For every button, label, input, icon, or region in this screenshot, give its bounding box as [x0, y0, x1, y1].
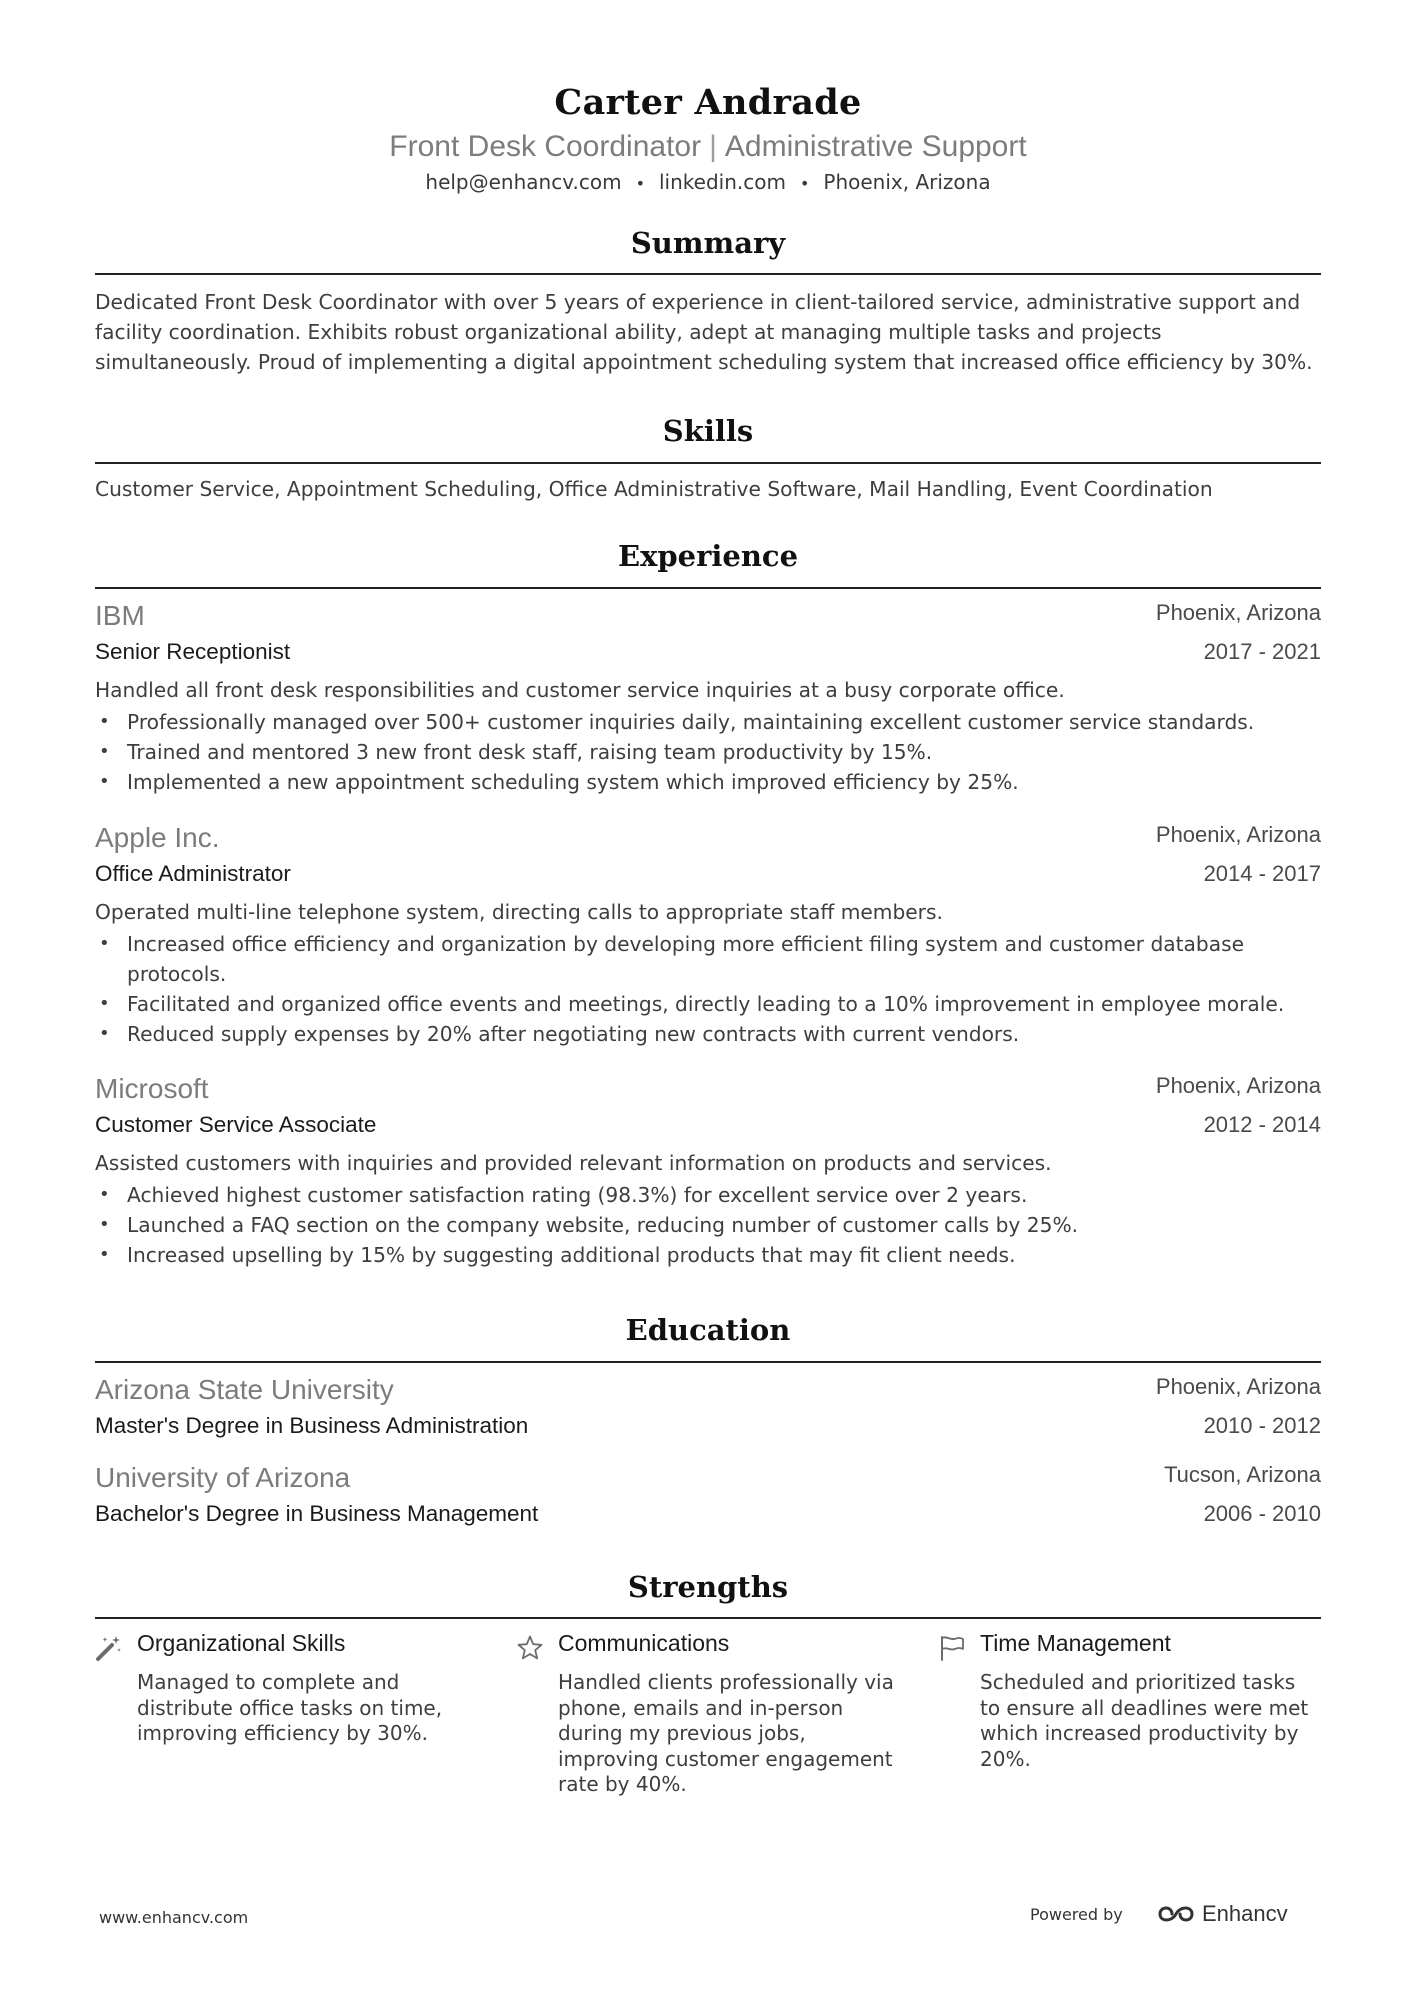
skills-divider: [95, 462, 1321, 464]
job-description: Assisted customers with inquiries and provided relevant information on products and services.: [95, 1151, 1052, 1175]
list-item: • Launched a FAQ section on the company website, reducing number of customer calls by 25%.: [95, 1210, 1321, 1240]
headline: [95, 130, 1321, 164]
strength-description: Scheduled and prioritized tasks to ensure all deadlines were met which increased productivity by 20%.: [980, 1670, 1309, 1771]
job-achievements: [95, 1180, 1321, 1270]
job-title: Senior Receptionist: [95, 639, 291, 664]
experience-heading: Experience: [617, 539, 799, 573]
linkedin-link[interactable]: linkedin.com: [659, 170, 786, 194]
brand-text: Enhancv: [1202, 1901, 1288, 1926]
skills-heading: Skills: [662, 414, 754, 448]
enhancv-logo[interactable]: [1152, 1896, 1312, 1932]
skills-text: Customer Service, Appointment Scheduling, Office Administrative Software, Mail Handling, Event Coordination: [95, 477, 1213, 501]
education-heading: Education: [625, 1313, 791, 1347]
strengths-divider: [95, 1617, 1321, 1619]
company-name: Apple Inc.: [95, 822, 220, 853]
job-description: Operated multi-line telephone system, directing calls to appropriate staff members.: [95, 900, 943, 924]
degree: Bachelor's Degree in Business Management: [95, 1501, 539, 1526]
job-dates: 2014 - 2017: [1203, 861, 1321, 886]
degree: Master's Degree in Business Administration: [95, 1413, 529, 1438]
school-location: Phoenix, Arizona: [1155, 1374, 1321, 1399]
company-name: Microsoft: [95, 1073, 209, 1104]
list-item: • Professionally managed over 500+ customer inquiries daily, maintaining excellent customer service standards.: [95, 707, 1321, 737]
candidate-name: Carter Andrade: [554, 82, 862, 123]
contact-separator: •: [799, 174, 810, 193]
headline-separator: |: [709, 130, 717, 163]
job-dates: 2017 - 2021: [1203, 639, 1321, 664]
strength-title: Time Management: [980, 1630, 1171, 1656]
school-name: University of Arizona: [95, 1462, 351, 1493]
job-location: Phoenix, Arizona: [1155, 600, 1321, 625]
job-location: Phoenix, Arizona: [1155, 1073, 1321, 1098]
contact-separator: •: [635, 174, 645, 193]
strength-description: Managed to complete and distribute office tasks on time, improving efficiency by 30%.: [137, 1670, 443, 1745]
powered-by-label: Powered by: [1030, 1905, 1123, 1924]
strength-title: Communications: [558, 1630, 730, 1656]
list-item: • Increased office efficiency and organization by developing more efficient filing system and customer database protocols.: [95, 929, 1321, 989]
headline-secondary: Administrative Support: [724, 130, 1027, 163]
company-name: IBM: [95, 600, 145, 631]
strength-description: Handled clients professionally via phone, emails and in-person during my previous jobs, improving customer engagement rate by 40%.: [558, 1670, 894, 1796]
star-icon: [516, 1634, 544, 1662]
footer-website-link[interactable]: www.enhancv.com: [99, 1908, 249, 1927]
summary-text: Dedicated Front Desk Coordinator with over 5 years of experience in client-tailored service, administrative support and facility coordination. Exhibits robust organizational ability, adept at managing multiple tasks and projects simultaneously. Proud of implementing a digital appointment scheduling system that increased office efficiency by 30%.: [95, 290, 1313, 374]
strength-title: Organizational Skills: [137, 1630, 346, 1656]
flag-icon: [938, 1634, 966, 1662]
job-dates: 2012 - 2014: [1203, 1112, 1321, 1137]
list-item: • Trained and mentored 3 new front desk staff, raising team productivity by 15%.: [95, 737, 1321, 767]
education-dates: 2010 - 2012: [1203, 1413, 1321, 1438]
list-item: • Implemented a new appointment scheduling system which improved efficiency by 25%.: [95, 767, 1321, 797]
list-item: • Achieved highest customer satisfaction rating (98.3%) for excellent service over 2 years.: [95, 1180, 1321, 1210]
experience-divider: [95, 587, 1321, 589]
job-achievements: [95, 929, 1321, 1049]
job-location: Phoenix, Arizona: [1155, 822, 1321, 847]
magic-wand-icon: [95, 1634, 123, 1662]
list-item: • Facilitated and organized office events and meetings, directly leading to a 10% improvement in employee morale.: [95, 989, 1321, 1019]
headline-primary: Front Desk Coordinator: [389, 130, 702, 163]
job-title: Office Administrator: [95, 861, 291, 886]
list-item: • Reduced supply expenses by 20% after negotiating new contracts with current vendors.: [95, 1019, 1321, 1049]
list-item: • Increased upselling by 15% by suggesting additional products that may fit client needs.: [95, 1240, 1321, 1270]
summary-divider: [95, 273, 1321, 275]
contact-line: [95, 170, 1321, 194]
strengths-heading: Strengths: [627, 1570, 789, 1604]
contact-location: Phoenix, Arizona: [823, 170, 991, 194]
school-location: Tucson, Arizona: [1164, 1462, 1321, 1487]
job-achievements: [95, 707, 1321, 797]
job-title: Customer Service Associate: [95, 1112, 377, 1137]
school-name: Arizona State University: [95, 1374, 394, 1405]
email-link[interactable]: help@enhancv.com: [425, 170, 622, 194]
summary-heading: Summary: [630, 226, 786, 260]
job-description: Handled all front desk responsibilities and customer service inquiries at a busy corporate office.: [95, 678, 1065, 702]
education-divider: [95, 1361, 1321, 1363]
education-dates: 2006 - 2010: [1203, 1501, 1321, 1526]
